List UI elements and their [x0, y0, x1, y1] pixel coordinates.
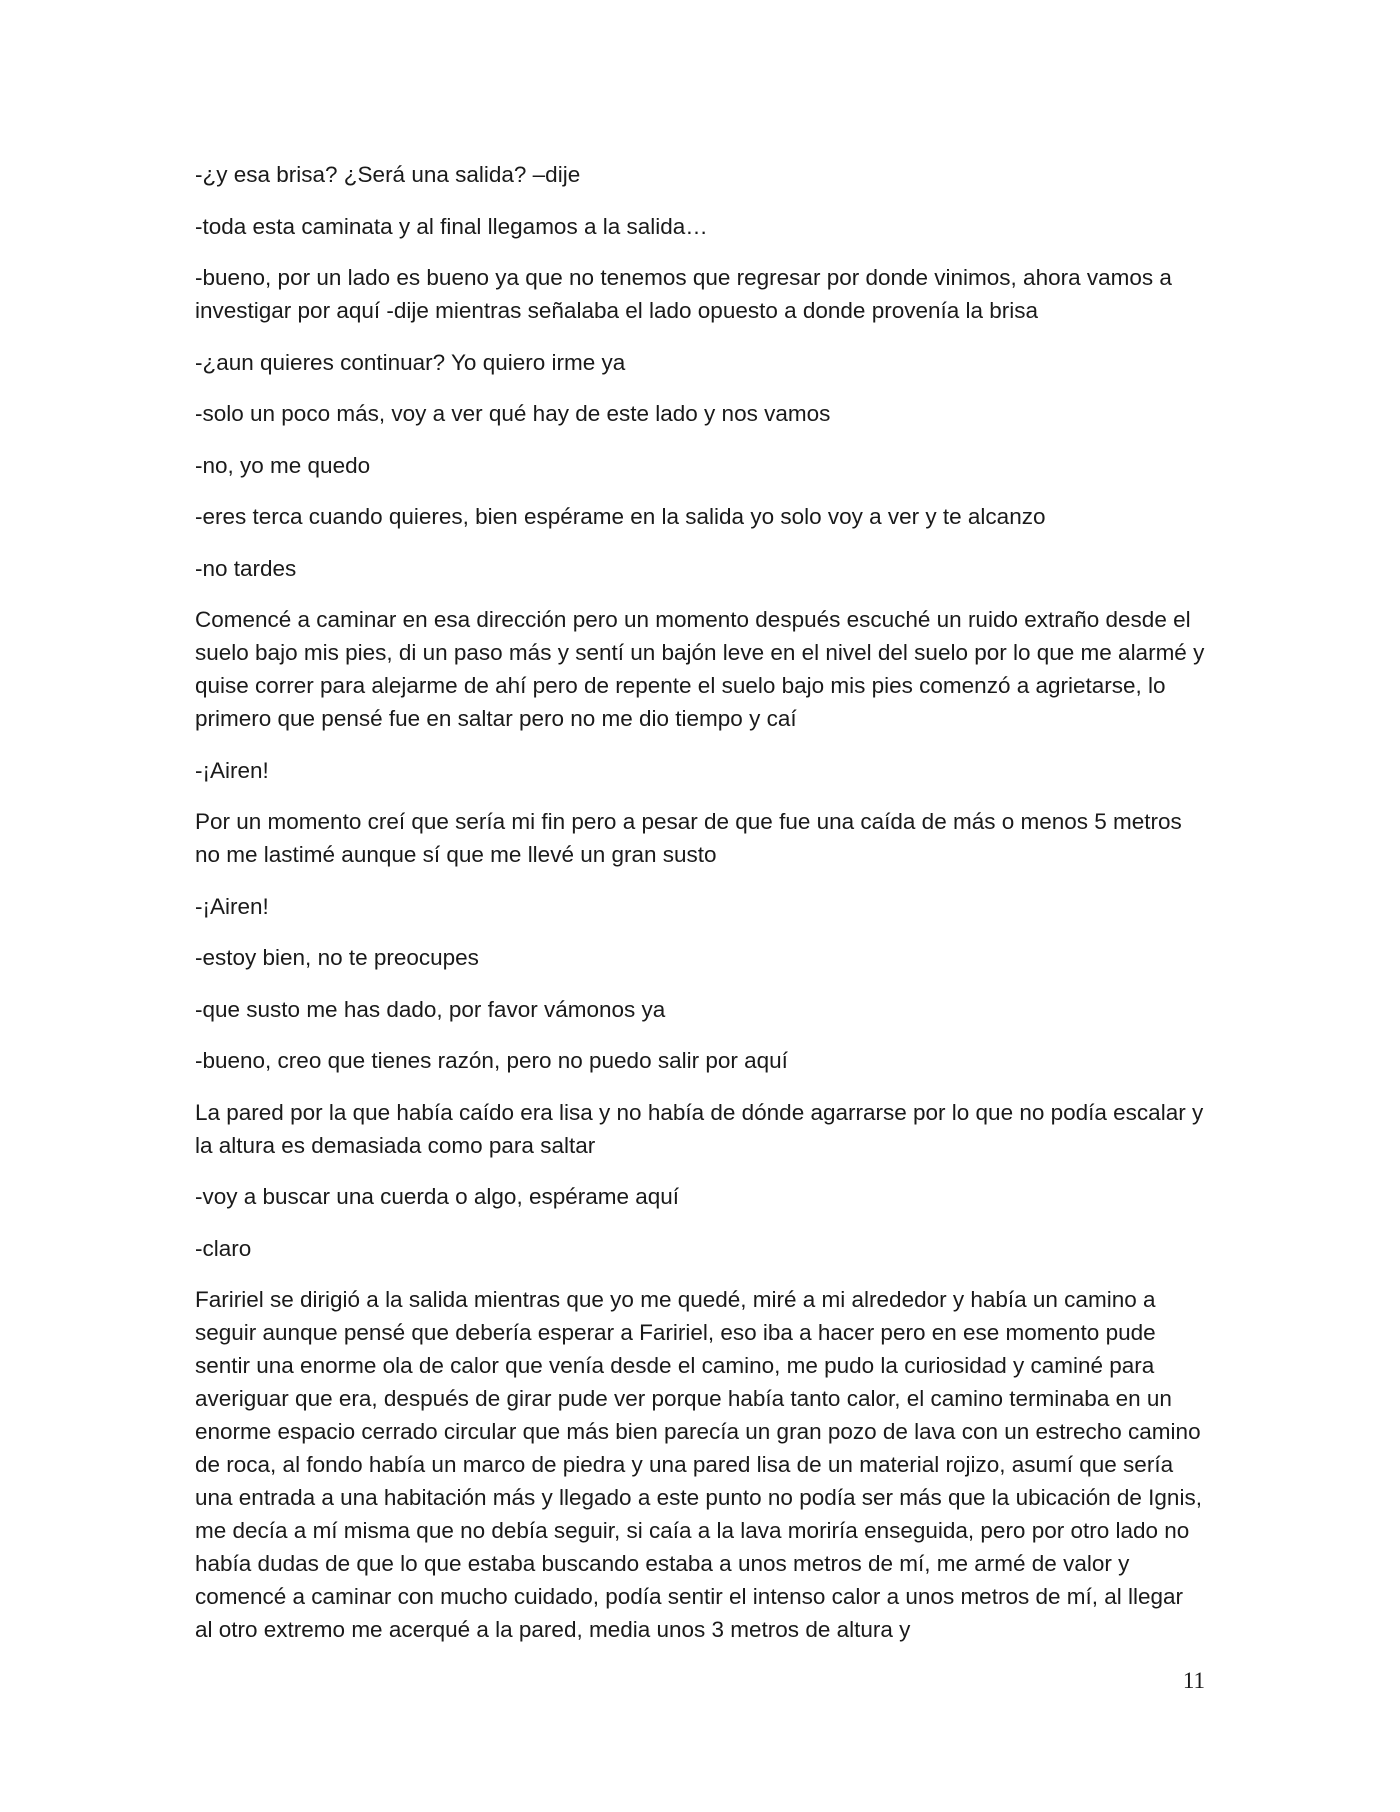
body-text	[195, 158, 1205, 1665]
paragraph: -¡Airen!	[195, 757, 269, 783]
paragraph: Comencé a caminar en esa dirección pero un momento después escuché un ruido extraño desde el suelo bajo mis pies, di un paso más y sentí un bajón leve en el nivel del suelo por lo que me alarmé y quise correr para alejarme de ahí pero de repente el suelo bajo mis pies comenzó a agrietarse, lo primero que pensé fue en saltar pero no me dio tiempo y caí	[195, 607, 1205, 731]
paragraph: -que susto me has dado, por favor vámonos ya	[195, 996, 666, 1022]
paragraph: Faririel se dirigió a la salida mientras que yo me quedé, miré a mi alrededor y había un camino a seguir aunque pensé que debería esperar a Faririel, eso iba a hacer pero en ese momento pude sentir una enorme ola de calor que venía desde el camino, me pudo la curiosidad y caminé para averiguar que era, después de girar pude ver porque había tanto calor, el camino terminaba en un enorme espacio cerrado circular que más bien parecía un gran pozo de lava con un estrecho camino de roca, al fondo había un marco de piedra y una pared lisa de un material rojizo, asumí que sería una entrada a una habitación más y llegado a este punto no podía ser más que la ubicación de Ignis, me decía a mí misma que no debía seguir, si caía a la lava moriría enseguida, pero por otro lado no había dudas de que lo que estaba buscando estaba a unos metros de mí, me armé de valor y comencé a caminar con mucho cuidado, podía sentir el intenso calor a unos metros de mí, al llegar al otro extremo me acerqué a la pared, media unos 3 metros de altura y	[195, 1287, 1202, 1642]
paragraph: -voy a buscar una cuerda o algo, espérame aquí	[195, 1184, 680, 1209]
paragraph: -bueno, creo que tienes razón, pero no puedo salir por aquí	[195, 1048, 788, 1073]
paragraph: La pared por la que había caído era lisa y no había de dónde agarrarse por lo que no podía escalar y la altura es demasiada como para saltar	[195, 1099, 1204, 1158]
paragraph: -¿y esa brisa? ¿Será una salida? –dije	[195, 162, 581, 187]
paragraph: -no, yo me quedo	[195, 452, 371, 478]
paragraph: Por un momento creí que sería mi fin pero a pesar de que fue una caída de más o menos 5 metros no me lastimé aunque sí que me llevé un gran susto	[195, 809, 1182, 867]
paragraph: -claro	[195, 1235, 252, 1261]
page-number: 11	[1182, 1668, 1205, 1693]
paragraph: -¿aun quieres continuar? Yo quiero irme ya	[195, 349, 626, 375]
paragraph: -toda esta caminata y al final llegamos a la salida…	[195, 213, 708, 239]
paragraph: -bueno, por un lado es bueno ya que no tenemos que regresar por donde vinimos, ahora vamos a investigar por aquí -dije mientras señalaba el lado opuesto a donde provenía la brisa	[195, 265, 1172, 323]
paragraph: -¡Airen!	[195, 893, 269, 919]
paragraph: -estoy bien, no te preocupes	[195, 945, 479, 970]
paragraph: -no tardes	[195, 555, 297, 581]
paragraph: -eres terca cuando quieres, bien espérame en la salida yo solo voy a ver y te alcanzo	[195, 504, 1046, 529]
paragraph: -solo un poco más, voy a ver qué hay de este lado y nos vamos	[195, 401, 831, 426]
